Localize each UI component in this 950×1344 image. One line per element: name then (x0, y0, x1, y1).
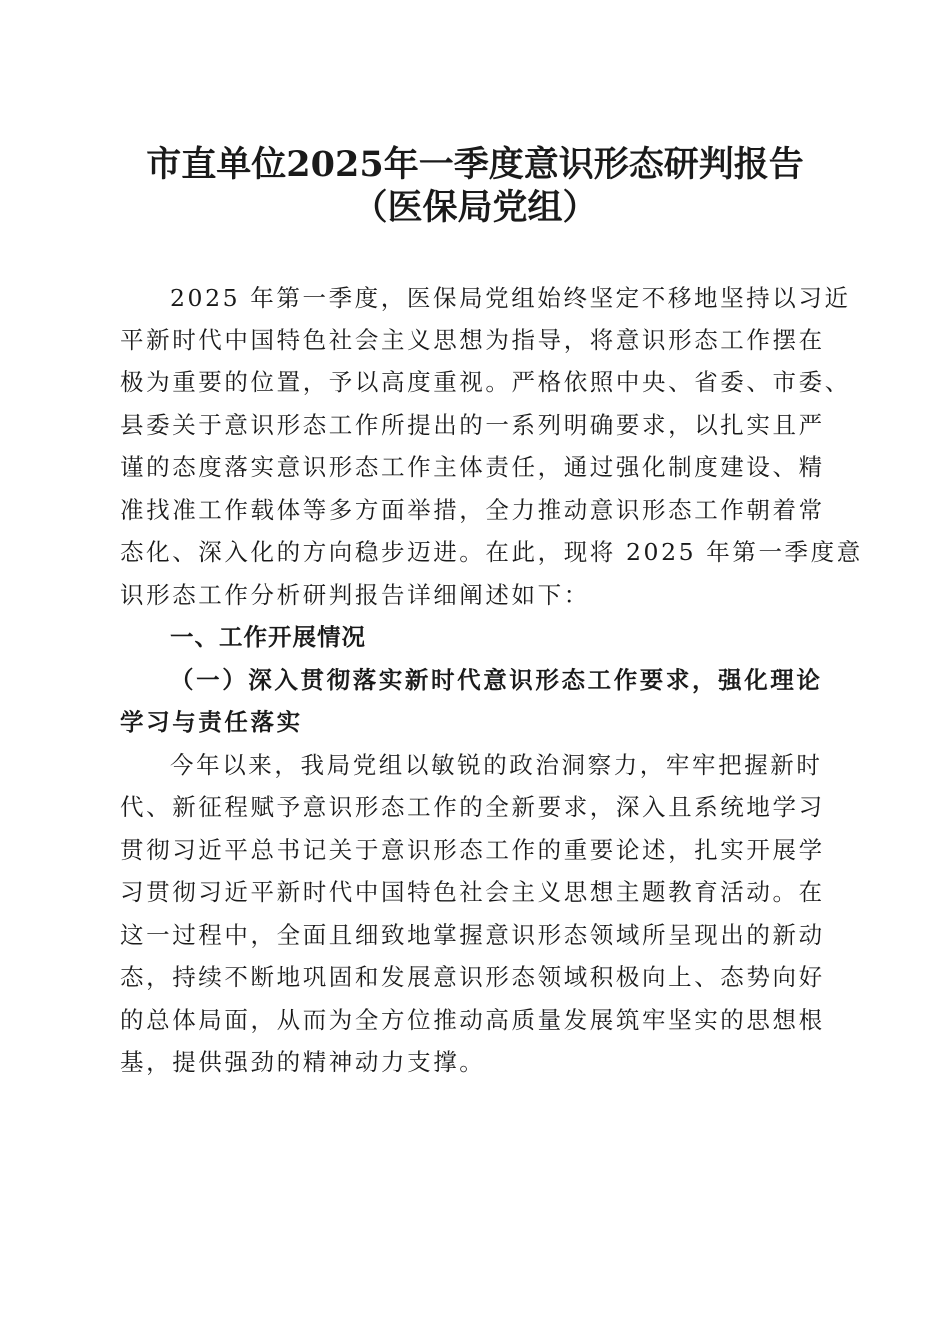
body-line: 基，提供强劲的精神动力支撑。 (120, 1048, 486, 1076)
document-subtitle: （医保局党组） (352, 187, 598, 228)
document-title: 市直单位2025年一季度意识形态研判报告 (146, 144, 804, 185)
intro-line: 态化、深入化的方向稳步迈进。在此，现将 2025 年第一季度意 (120, 538, 863, 566)
intro-line: 2025 年第一季度，医保局党组始终坚定不移地坚持以习近 (170, 284, 851, 312)
section-heading: 一、工作开展情况 (170, 623, 366, 651)
body-line: 代、新征程赋予意识形态工作的全新要求，深入且系统地学习 (120, 793, 825, 821)
intro-line: 平新时代中国特色社会主义思想为指导，将意识形态工作摆在 (120, 326, 825, 354)
intro-line: 谨的态度落实意识形态工作主体责任，通过强化制度建设、精 (120, 453, 825, 481)
intro-line: 极为重要的位置，予以高度重视。严格依照中央、省委、市委、 (120, 368, 851, 396)
intro-line: 准找准工作载体等多方面举措，全力推动意识形态工作朝着常 (120, 496, 825, 524)
subsection-heading: （一）深入贯彻落实新时代意识形态工作要求，强化理论 (170, 666, 823, 694)
body-line: 的总体局面，从而为全方位推动高质量发展筑牢坚实的思想根 (120, 1006, 825, 1034)
intro-line: 县委关于意识形态工作所提出的一系列明确要求，以扎实且严 (120, 411, 825, 439)
intro-line: 识形态工作分析研判报告详细阐述如下： (120, 581, 590, 609)
body-line: 这一过程中，全面且细致地掌握意识形态领域所呈现出的新动 (120, 921, 825, 949)
body-line: 习贯彻习近平新时代中国特色社会主义思想主题教育活动。在 (120, 878, 825, 906)
body-line: 贯彻习近平总书记关于意识形态工作的重要论述，扎实开展学 (120, 836, 825, 864)
body-line: 态，持续不断地巩固和发展意识形态领域积极向上、态势向好 (120, 963, 825, 991)
body-line: 今年以来，我局党组以敏锐的政治洞察力，牢牢把握新时 (170, 751, 823, 779)
subsection-heading: 学习与责任落实 (120, 708, 303, 736)
